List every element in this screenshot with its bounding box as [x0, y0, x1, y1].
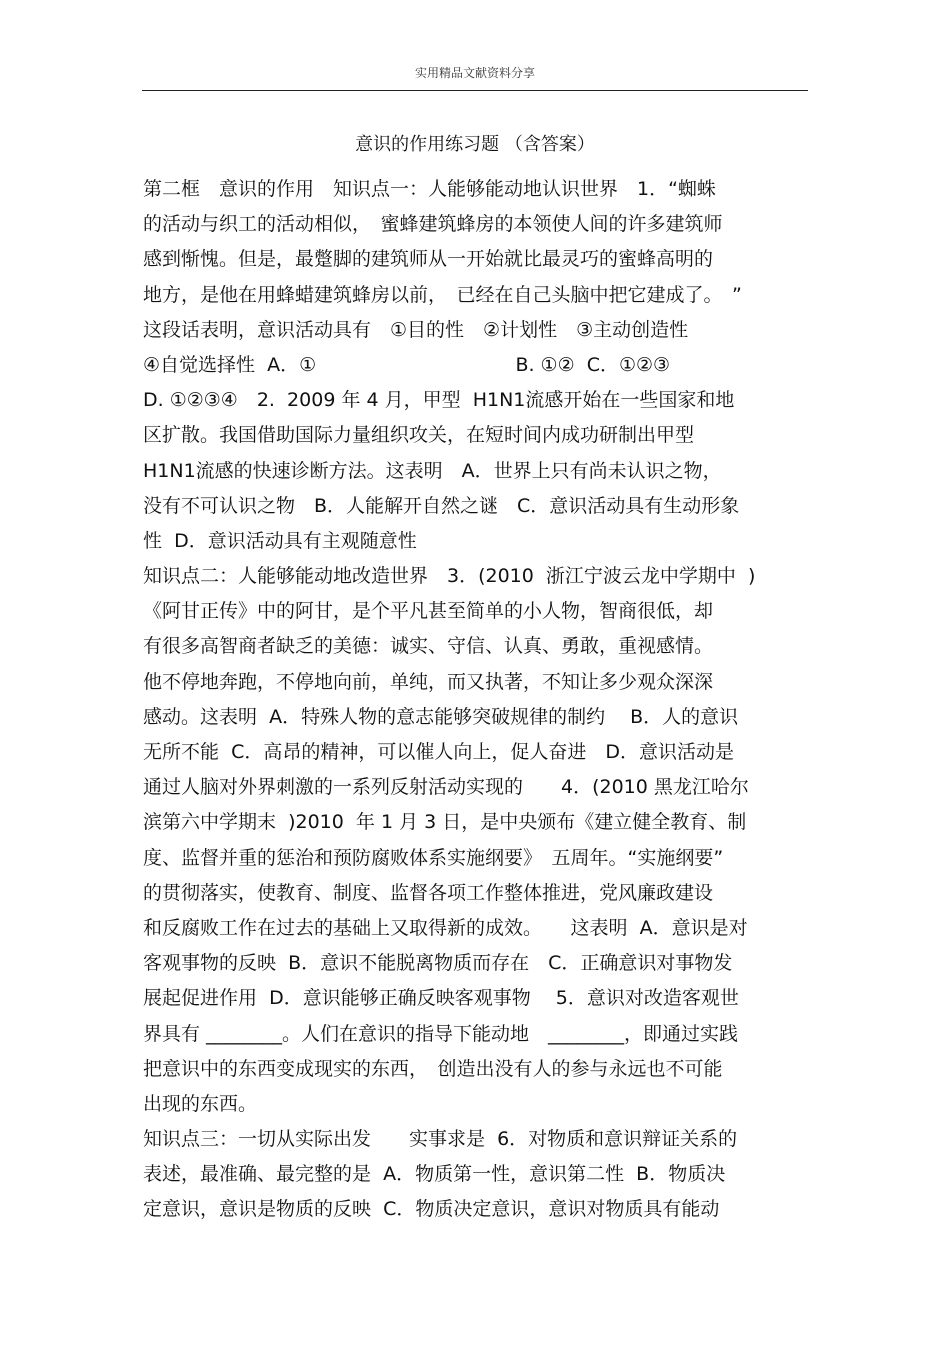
text-line: 这段话表明，意识活动具有 ①目的性 ②计划性 ③主动创造性: [143, 318, 689, 341]
text-line: 有很多高智商者缺乏的美德：诚实、守信、认真、勇敢，重视感情。: [143, 635, 714, 658]
text-line: 滨第六中学期末 )2010 年 1 月 3 日，是中央颁布《建立健全教育、制: [143, 811, 747, 834]
text-line: 的活动与织工的活动相似， 蜜蜂建筑蜂房的本领使人间的许多建筑师: [143, 213, 723, 236]
text-line: 的贯彻落实，使教育、制度、监督各项工作整体推进，党风廉政建设: [143, 881, 714, 904]
text-line: 界具有 ________。人们在意识的指导下能动地 ________，即通过实践: [143, 1022, 739, 1045]
text-line: ④自觉选择性 A．① B. ①② C．①②③: [143, 353, 671, 376]
header-divider: [142, 90, 808, 91]
text-line: 表述，最准确、最完整的是 A．物质第一性，意识第二性 B．物质决: [143, 1163, 726, 1186]
section-heading-line: 知识点三：一切从实际出发 实事求是 6．对物质和意识辩证关系的: [143, 1128, 738, 1151]
text-line: 和反腐败工作在过去的基础上又取得新的成效。 这表明 A．意识是对: [143, 916, 748, 939]
text-line: 地方，是他在用蜂蜡建筑蜂房以前， 已经在自己头脑中把它建成了。 ”: [143, 283, 742, 306]
text-line: 第二框 意识的作用 知识点一：人能够能动地认识世界 1．“蜘蛛: [143, 178, 716, 200]
body-text: [143, 172, 813, 1228]
text-line: 性 D．意识活动具有主观随意性: [143, 529, 417, 552]
text-line: 展起促进作用 D．意识能够正确反映客观事物 5．意识对改造客观世: [143, 987, 739, 1010]
text-line: D. ①②③④ 2. 2009 年 4 月，甲型 H1N1流感开始在一些国家和地: [143, 389, 735, 412]
text-line: 定意识，意识是物质的反映 C．物质决定意识，意识对物质具有能动: [143, 1198, 720, 1221]
text-line: 客观事物的反映 B．意识不能脱离物质而存在 C．正确意识对事物发: [143, 952, 733, 975]
text-line: 无所不能 C．高昂的精神，可以催人向上，促人奋进 D．意识活动是: [143, 741, 734, 763]
text-line: 感动。这表明 A．特殊人物的意志能够突破规律的制约 B．人的意识: [143, 705, 739, 728]
document-title: 意识的作用练习题 （含答案）: [355, 134, 595, 155]
text-line: 通过人脑对外界刺激的一系列反射活动实现的 4．(2010 黑龙江哈尔: [143, 776, 749, 799]
text-line: 出现的东西。: [143, 1092, 258, 1115]
text-line: 把意识中的东西变成现实的东西， 创造出没有人的参与永远也不可能: [143, 1057, 723, 1080]
text-line: 《阿甘正传》中的阿甘，是个平凡甚至简单的小人物，智商很低，却: [143, 600, 714, 623]
text-line: 区扩散。我国借助国际力量组织攻关，在短时间内成功研制出甲型: [143, 424, 695, 447]
text-line: 度、监督并重的惩治和预防腐败体系实施纲要》 五周年。“实施纲要”: [143, 846, 724, 869]
text-line: H1N1流感的快速诊断方法。这表明 A．世界上只有尚未认识之物，: [143, 459, 722, 482]
text-line: 感到惭愧。但是，最蹩脚的建筑师从一开始就比最灵巧的蜜蜂高明的: [143, 248, 714, 271]
text-line: 没有不可认识之物 B．人能解开自然之谜 C．意识活动具有生动形象: [143, 494, 740, 517]
text-line: 他不停地奔跑，不停地向前，单纯，而又执著，不知让多少观众深深: [143, 670, 714, 693]
section-heading-line: 知识点二：人能够能动地改造世界 3．(2010 浙江宁波云龙中学期中 ): [143, 565, 756, 588]
page-header: 实用精品文献资料分享: [414, 66, 535, 80]
